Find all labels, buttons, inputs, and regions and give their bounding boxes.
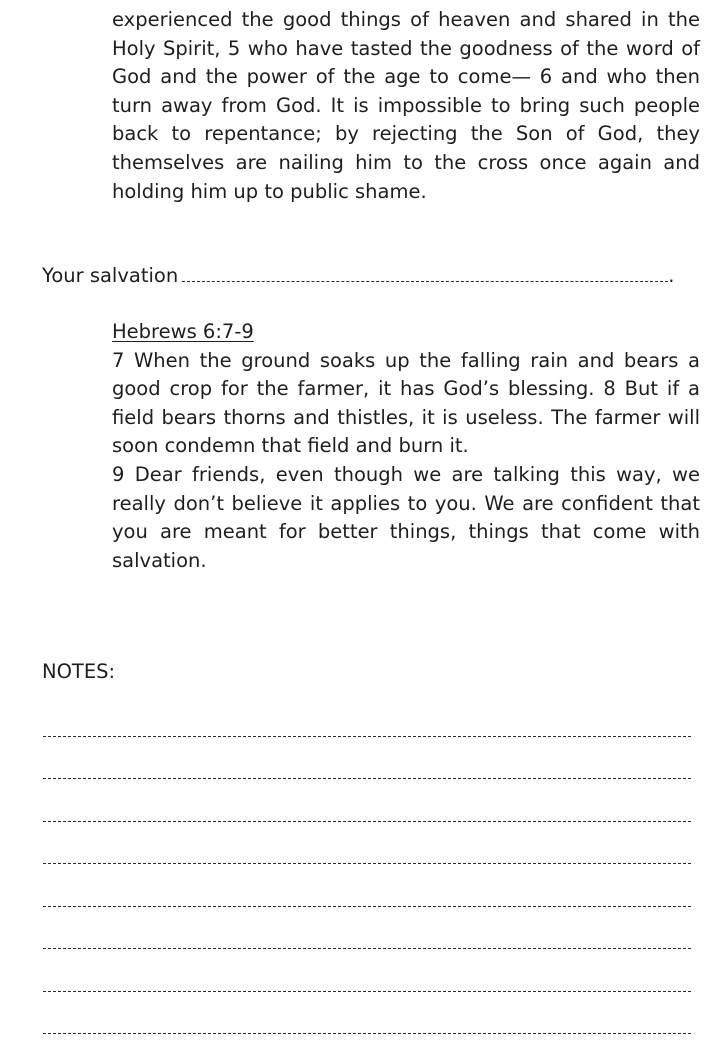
- fill-in-label: Your salvation: [42, 264, 179, 287]
- notes-line[interactable]: [43, 906, 691, 907]
- verses-7-8: 7 When the ground soaks up the falling rain and bears a good crop for the farmer, it has God’s blessing. 8 But if a field bears thorns and thistles, it is useless. The farmer will soon condemn that field and burn it.: [112, 348, 700, 458]
- salvation-blank-line[interactable]: [182, 263, 668, 282]
- notes-line[interactable]: [43, 948, 691, 949]
- notes-line[interactable]: [43, 1033, 691, 1034]
- scripture-passage-top: [112, 6, 700, 206]
- passage-text: experienced the good things of heaven and shared in the Holy Spirit, 5 who have tasted the goodness of the word of God and the power of the age to come— 6 and who then turn away from God. It is impossible to bring such people back to repentance; by rejecting the Son of God, they themselves are nailing him to the cross once again and holding him up to public shame.: [112, 8, 700, 203]
- verse-9: 9 Dear friends, even though we are talking this way, we really don’t believe it applies to you. We are confident that you are meant for better things, things that come with salvation.: [112, 462, 700, 572]
- scripture-reference: Hebrews 6:7-9: [112, 320, 254, 343]
- notes-line[interactable]: [43, 736, 691, 737]
- notes-line[interactable]: [43, 991, 691, 992]
- salvation-fill-in: [42, 262, 674, 290]
- notes-line[interactable]: [43, 778, 691, 779]
- notes-line[interactable]: [43, 821, 691, 822]
- notes-line[interactable]: [43, 863, 691, 864]
- fill-in-end-punctuation: .: [668, 264, 675, 287]
- notes-heading: NOTES:: [42, 660, 116, 683]
- scripture-passage-bottom: [112, 318, 700, 575]
